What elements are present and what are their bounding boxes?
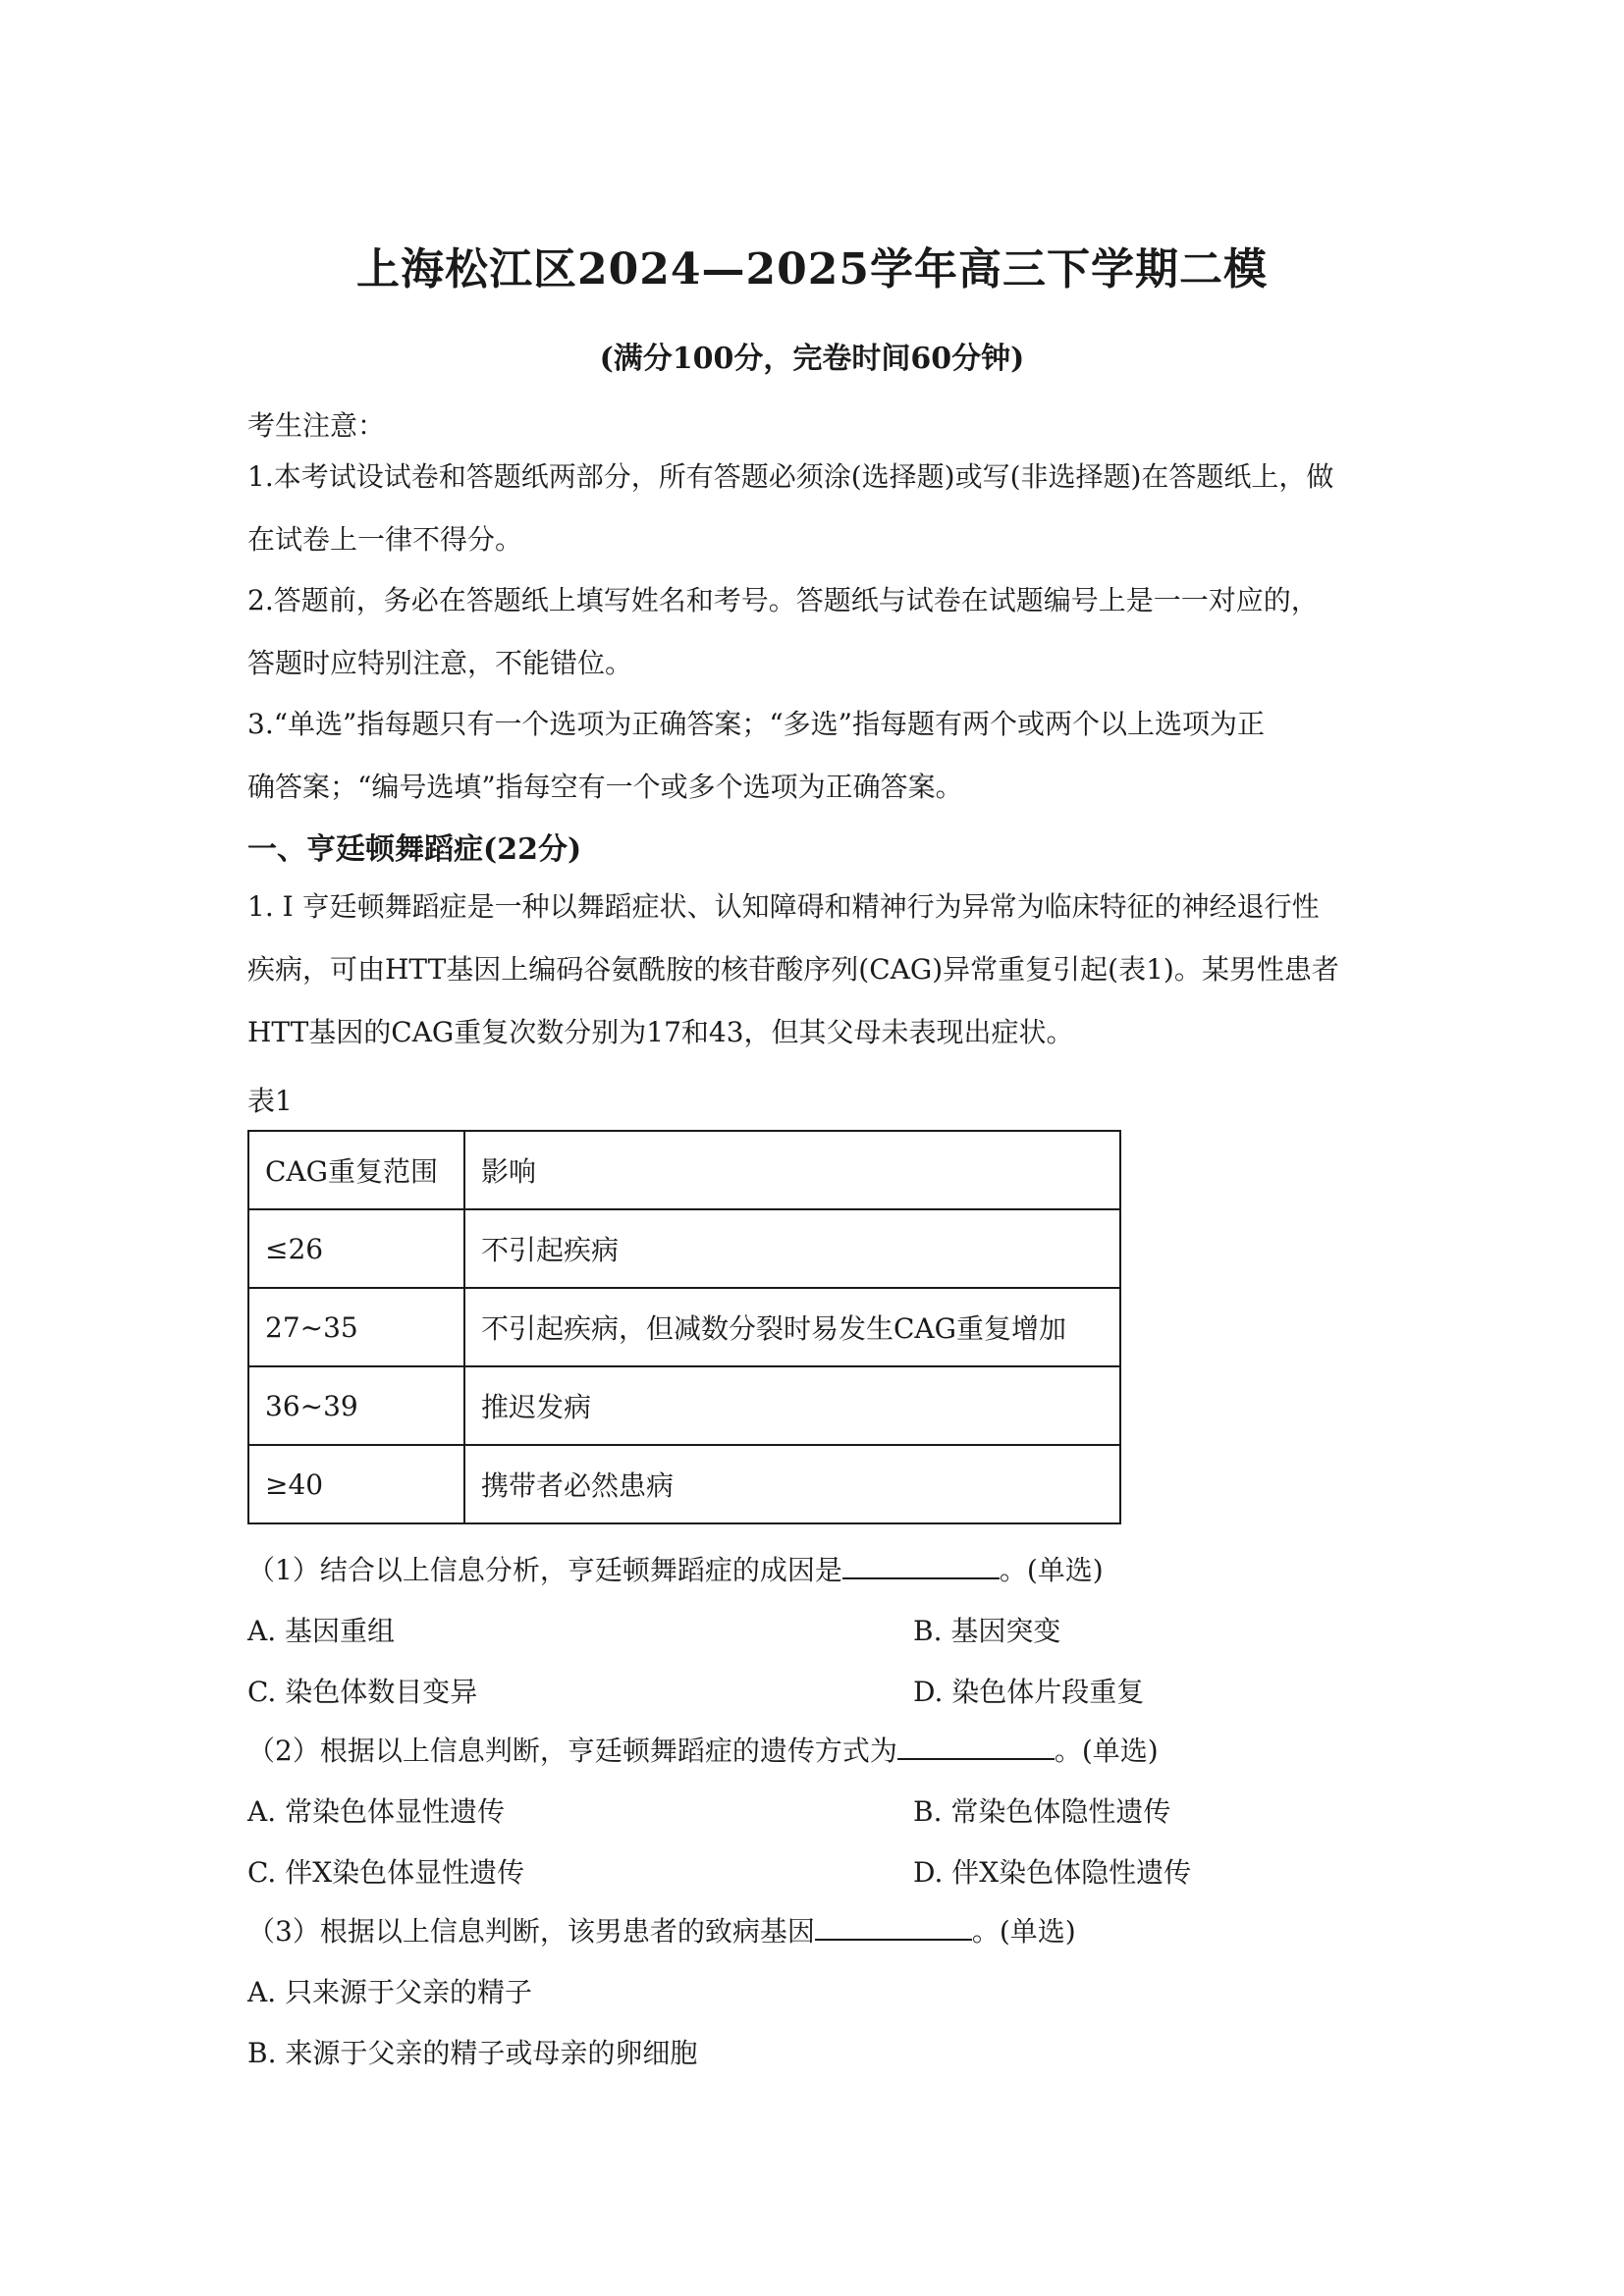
table-row — [248, 1366, 1120, 1445]
table-cell: 携带者必然患病 — [464, 1445, 1120, 1523]
question-1-1-option-a: A. 基因重组 — [247, 1615, 396, 1647]
section-1-heading: 一、亨廷顿舞蹈症(22分) — [247, 832, 582, 867]
table-row — [248, 1288, 1120, 1366]
question-1-2-option-c: C. 伴X染色体显性遗传 — [247, 1856, 525, 1889]
question-1-2-option-d: D. 伴X染色体隐性遗传 — [913, 1856, 1192, 1889]
notice-heading: 考生注意： — [247, 409, 386, 442]
question-stem-suffix: 。(单选) — [971, 1915, 1076, 1948]
cag-repeat-table — [247, 1130, 1121, 1524]
exam-title: 上海松江区2024—2025学年高三下学期二模 — [356, 244, 1268, 294]
question-1-1-stem — [247, 1549, 1104, 1588]
question-1-3-option-a: A. 只来源于父亲的精子 — [247, 1976, 533, 2008]
question-1-intro-line-1: 1. Ⅰ 亨廷顿舞蹈症是一种以舞蹈症状、认知障碍和精神行为异常为临床特征的神经退行性 — [247, 890, 1320, 923]
question-1-2-option-b: B. 常染色体隐性遗传 — [913, 1795, 1171, 1828]
question-stem-text: （2）根据以上信息判断，亨廷顿舞蹈症的遗传方式为 — [247, 1735, 897, 1767]
table-row — [248, 1209, 1120, 1288]
question-1-2-stem — [247, 1730, 1159, 1769]
notice-item-2-line-1: 2.答题前，务必在答题纸上填写姓名和考号。答题纸与试卷在试题编号上是一一对应的， — [247, 584, 1319, 616]
notice-item-1-line-2: 在试卷上一律不得分。 — [247, 523, 523, 556]
notice-item-2-line-2: 答题时应特别注意，不能错位。 — [247, 647, 633, 679]
question-1-3-option-b: B. 来源于父亲的精子或母亲的卵细胞 — [247, 2037, 698, 2069]
question-1-1-option-b: B. 基因突变 — [913, 1615, 1061, 1647]
exam-subtitle: (满分100分，完卷时间60分钟) — [599, 342, 1025, 376]
table-header-cell: CAG重复范围 — [248, 1131, 464, 1209]
notice-item-1-line-1: 1.本考试设试卷和答题纸两部分，所有答题必须涂(选择题)或写(非选择题)在答题纸上，做 — [247, 460, 1334, 493]
question-1-intro-line-3: HTT基因的CAG重复次数分别为17和43，但其父母未表现出症状。 — [247, 1016, 1074, 1048]
question-1-2-option-a: A. 常染色体显性遗传 — [247, 1795, 506, 1828]
answer-blank — [897, 1735, 1055, 1760]
table-row — [248, 1445, 1120, 1523]
table-header-row — [248, 1131, 1120, 1209]
table-cell: 不引起疾病，但减数分裂时易发生CAG重复增加 — [464, 1288, 1120, 1366]
table-cell: ≤26 — [248, 1209, 464, 1288]
question-1-3-stem — [247, 1910, 1076, 1949]
table-caption: 表1 — [247, 1085, 293, 1117]
notice-item-3-line-1: 3.“单选”指每题只有一个选项为正确答案；“多选”指每题有两个或两个以上选项为正 — [247, 708, 1265, 740]
table-cell: 不引起疾病 — [464, 1209, 1120, 1288]
question-stem-suffix: 。(单选) — [1054, 1735, 1159, 1767]
question-1-1-option-c: C. 染色体数目变异 — [247, 1676, 478, 1708]
question-1-1-option-d: D. 染色体片段重复 — [913, 1676, 1145, 1708]
table-cell: 27~35 — [248, 1288, 464, 1366]
answer-blank — [815, 1915, 972, 1941]
table-cell: ≥40 — [248, 1445, 464, 1523]
table-cell: 36~39 — [248, 1366, 464, 1445]
question-stem-text: （3）根据以上信息判断，该男患者的致病基因 — [247, 1915, 815, 1948]
question-stem-text: （1）结合以上信息分析，亨廷顿舞蹈症的成因是 — [247, 1554, 842, 1586]
table-cell: 推迟发病 — [464, 1366, 1120, 1445]
notice-item-3-line-2: 确答案；“编号选填”指每空有一个或多个选项为正确答案。 — [247, 771, 963, 803]
answer-blank — [842, 1554, 1000, 1579]
question-stem-suffix: 。(单选) — [999, 1554, 1104, 1586]
question-1-intro-line-2: 疾病，可由HTT基因上编码谷氨酰胺的核苷酸序列(CAG)异常重复引起(表1)。某男性患者 — [247, 953, 1339, 986]
table-header-cell: 影响 — [464, 1131, 1120, 1209]
